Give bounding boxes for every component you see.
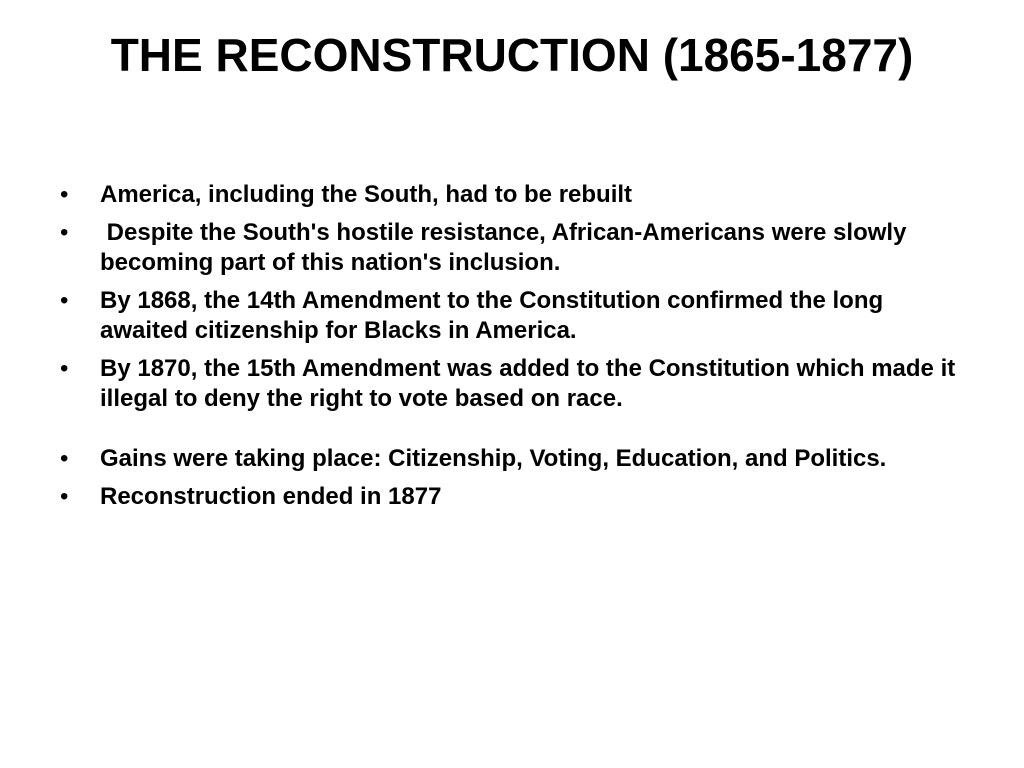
bullet-item (57, 218, 977, 278)
bullet-icon: • (60, 483, 69, 510)
bullet-text: By 1868, the 14th Amendment to the Constitution confirmed the long awaited citizenship for Blacks in America. (100, 287, 890, 344)
bullet-text: America, including the South, had to be rebuilt (100, 181, 633, 208)
bullet-text: By 1870, the 15th Amendment was added to the Constitution which made it illegal to deny the right to vote based on race. (100, 355, 962, 412)
bullet-icon: • (60, 181, 69, 208)
bullet-item (57, 482, 977, 512)
bullet-icon: • (60, 219, 69, 246)
bullet-item (57, 180, 977, 210)
bullet-item (57, 286, 977, 346)
bullet-item (57, 354, 977, 414)
bullet-icon: • (60, 287, 69, 314)
bullet-text: Reconstruction ended in 1877 (100, 483, 442, 510)
bullet-icon: • (60, 355, 69, 382)
bullet-item (57, 444, 977, 474)
bullet-icon: • (60, 445, 69, 472)
bullet-list (57, 180, 977, 520)
bullet-text: Despite the South's hostile resistance, African-Americans were slowly becoming part of this nation's inclusion. (100, 219, 914, 276)
bullet-text: Gains were taking place: Citizenship, Voting, Education, and Politics. (100, 445, 887, 472)
slide-title: THE RECONSTRUCTION (1865-1877) (110, 29, 914, 81)
